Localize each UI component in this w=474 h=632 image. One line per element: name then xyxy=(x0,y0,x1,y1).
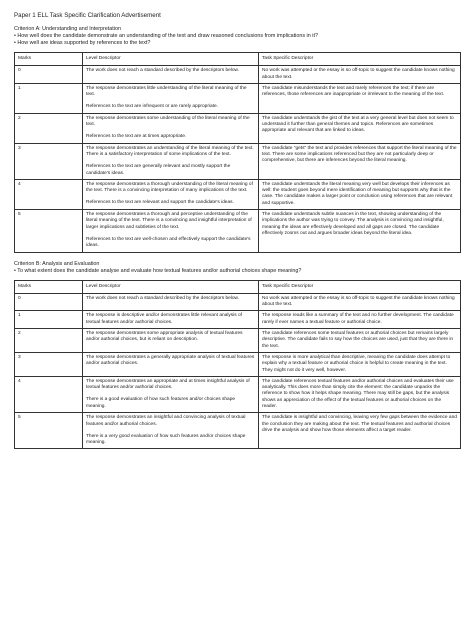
table-row xyxy=(15,143,461,179)
level-descriptor-paragraph: References to the text are relevant and support the candidate's ideas. xyxy=(86,200,234,206)
table-header-row xyxy=(15,280,461,293)
task-descriptor-cell: No work was attempted or the essay is so off-topic to suggest the candidate knows nothing about the text. xyxy=(259,66,461,84)
column-header: Task Specific Descriptor xyxy=(259,280,461,293)
level-descriptor-cell xyxy=(83,210,259,252)
level-descriptor-paragraph: The response demonstrates a generally appropriate analysis of textual features and/or authorial choices. xyxy=(86,354,255,367)
table-row xyxy=(15,376,461,412)
task-descriptor-cell: The candidate understands the literal meaning very well but develops their inferences as well: the student goes beyond mere identification of meaning but supports why that is the case. The candidate makes a larger point or conclusion using references that are relevant and supportive. xyxy=(259,179,461,209)
level-descriptor-paragraph: References to the text are at times appropriate. xyxy=(86,134,187,140)
level-descriptor-cell xyxy=(83,293,259,311)
table-row xyxy=(15,329,461,353)
mark-cell: 3 xyxy=(15,352,83,376)
task-descriptor-cell: The candidate references some textual features or authorial choices but remains largely descriptive. The candidate fails to say how the choices are used, just that they are there in the text. xyxy=(259,329,461,353)
table-row xyxy=(15,179,461,209)
level-descriptor-cell xyxy=(83,179,259,209)
table-row xyxy=(15,413,461,449)
document xyxy=(14,12,460,449)
criterion-b-table xyxy=(14,280,461,450)
criterion-a-question-2: • How well are ideas supported by references to the text? xyxy=(14,40,151,46)
level-descriptor-paragraph: The response demonstrates a thorough and perceptive understanding of the literal meaning of the text. There is a convincing and insightful interpretation of larger implications and subtleties of the text. xyxy=(86,212,252,230)
table-row xyxy=(15,66,461,84)
level-descriptor-cell xyxy=(83,143,259,179)
level-descriptor-paragraph: The response demonstrates little understanding of the literal meaning of the text. xyxy=(86,85,247,98)
level-descriptor-paragraph: The response demonstrates some understanding of the literal meaning of the text. xyxy=(86,115,250,128)
column-header: Task Specific Descriptor xyxy=(259,53,461,66)
mark-cell: 1 xyxy=(15,83,83,113)
column-header: Marks xyxy=(15,53,83,66)
criterion-b-heading: Criterion B: Analysis and Evaluation xyxy=(14,260,100,267)
mark-cell: 4 xyxy=(15,179,83,209)
table-row xyxy=(15,113,461,143)
level-descriptor-paragraph: The response demonstrates an appropriate and at times insightful analysis of textual features and/or authorial choices. xyxy=(86,378,250,391)
task-descriptor-cell: The candidate understands the gist of the text at a very general level but does not seem to understand it further than general themes and topics. References are sometimes appropriate and relevant that are linked to ideas. xyxy=(259,113,461,143)
level-descriptor-cell xyxy=(83,113,259,143)
mark-cell: 0 xyxy=(15,293,83,311)
level-descriptor-paragraph: References to the text are generally relevant and mostly support the candidate's ideas. xyxy=(86,164,231,176)
mark-cell: 5 xyxy=(15,413,83,449)
level-descriptor-paragraph: The response is descriptive and/or demonstrates little relevant analysis of textual features and/or authorial choices. xyxy=(86,313,242,325)
level-descriptor-paragraph: There is a very good evaluation of how such features and/or choices shape meaning. xyxy=(86,433,246,446)
criterion-a-question-1: • How well does the candidate demonstrate an understanding of the text and draw reasoned conclusions from implications in it? xyxy=(14,33,318,39)
task-descriptor-cell: The candidate references textual features and/or authorial choices and evaluates their use analytically. This does more than simply cite the element: the candidate unpacks the reference to show how it helps shape meaning. There may still be gaps, but the analysis shows an appreciation of the effect of the textual features or authorial choices on the reader. xyxy=(259,376,461,412)
task-descriptor-cell: The candidate "gets" the text and provides references that support the literal meaning of the text. There are some implications referenced but they are not particularly deep or comprehensive, but there are inferences beyond the literal meaning. xyxy=(259,143,461,179)
criterion-b-question-1: • To what extent does the candidate analyse and evaluate how textual features and/or authorial choices shape meaning? xyxy=(14,267,302,274)
mark-cell: 4 xyxy=(15,376,83,412)
column-header: Level Descriptor xyxy=(83,280,259,293)
level-descriptor-paragraph: The response demonstrates some appropriate analysis of textual features and/or authorial choices, but is reliant on description. xyxy=(86,331,243,343)
task-descriptor-cell: The response reads like a summary of the text and no further development. The candidate rarely if ever names a textual feature or authorial choice. xyxy=(259,311,461,329)
mark-cell: 5 xyxy=(15,210,83,252)
level-descriptor-paragraph: The response demonstrates a thorough understanding of the literal meaning of the text. There is a convincing interpretation of many implications of the text. xyxy=(86,181,253,194)
column-header: Level Descriptor xyxy=(83,53,259,66)
level-descriptor-paragraph: The work does not reach a standard described by the descriptors below. xyxy=(86,295,240,301)
level-descriptor-cell xyxy=(83,413,259,449)
level-descriptor-cell xyxy=(83,83,259,113)
table-row xyxy=(15,293,461,311)
level-descriptor-paragraph: References to the text are well-chosen and effectively support the candidate's ideas. xyxy=(86,236,251,249)
column-header: Marks xyxy=(15,280,83,293)
table-row xyxy=(15,311,461,329)
table-row xyxy=(15,352,461,376)
task-descriptor-cell: No work was attempted or the essay is so off-topic to suggest the candidate knows nothing about the text. xyxy=(259,293,461,311)
criterion-a-table xyxy=(14,52,461,253)
document-title: Paper 1 ELL Task Specific Clarification Advertisement xyxy=(14,12,161,19)
mark-cell: 2 xyxy=(15,329,83,353)
level-descriptor-paragraph: The response demonstrates an understanding of the literal meaning of the text. There is a satisfactory interpretation of some implications of the text. xyxy=(86,145,254,157)
mark-cell: 0 xyxy=(15,66,83,84)
level-descriptor-cell xyxy=(83,311,259,329)
task-descriptor-cell: The candidate understands subtle nuances in the text, showing understanding of the implications the author was trying to convey. The analysis is convincing and insightful, meaning the ideas are effectively developed and all gaps are closed. The candidate effectively zooms out and argues broader ideas beyond the literal idea. xyxy=(259,210,461,252)
mark-cell: 3 xyxy=(15,143,83,179)
level-descriptor-paragraph: The work does not reach a standard described by the descriptors below. xyxy=(86,68,240,74)
table-header-row xyxy=(15,53,461,66)
level-descriptor-paragraph: References to the text are infrequent or are rarely appropriate. xyxy=(86,104,218,110)
level-descriptor-cell xyxy=(83,376,259,412)
table-row xyxy=(15,83,461,113)
task-descriptor-cell: The response is more analytical than descriptive, meaning the candidate does attempt to explain why a textual feature or authorial choice is helpful to create meaning in the text. They might not do it very well, however. xyxy=(259,352,461,376)
level-descriptor-cell xyxy=(83,352,259,376)
mark-cell: 2 xyxy=(15,113,83,143)
level-descriptor-paragraph: The response demonstrates an insightful and convincing analysis of textual features and/or authorial choices. xyxy=(86,415,246,427)
task-descriptor-cell: The candidate misunderstands the text and rarely references the text; if there are references, those references are inappropriate or irrelevant to the meaning of the text. xyxy=(259,83,461,113)
table-row xyxy=(15,210,461,252)
criterion-a-heading: Criterion A: Understanding and Interpretation xyxy=(14,26,121,32)
level-descriptor-cell xyxy=(83,66,259,84)
level-descriptor-cell xyxy=(83,329,259,353)
mark-cell: 1 xyxy=(15,311,83,329)
task-descriptor-cell: The candidate is insightful and convincing, leaving very few gaps between the evidence and the conclusion they are making about the text. The textual features and authorial choices drive the analysis and show how those elements affect a target reader. xyxy=(259,413,461,449)
level-descriptor-paragraph: There is a good evaluation of how such features and/or choices shape meaning. xyxy=(86,397,236,409)
